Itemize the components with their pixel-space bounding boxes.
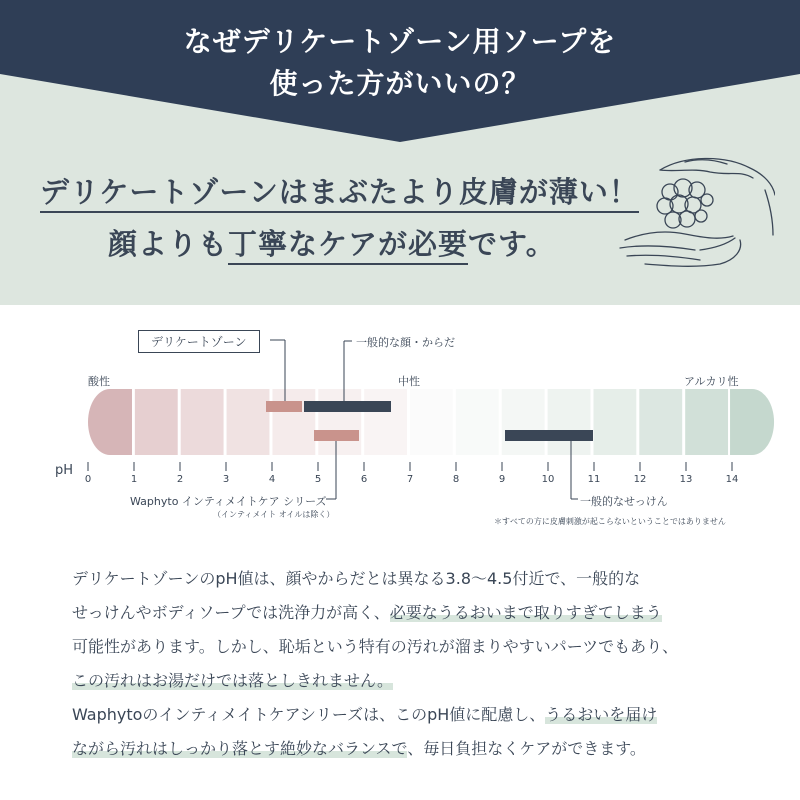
waphyto-note: （インティメイト オイルは除く） bbox=[213, 510, 335, 519]
ph-segment bbox=[502, 389, 545, 455]
ph-tick-label: 10 bbox=[541, 474, 555, 485]
ph-segment bbox=[135, 389, 178, 455]
ph-segment bbox=[548, 389, 591, 455]
ph-segment bbox=[410, 389, 453, 455]
ph-segment bbox=[730, 389, 774, 455]
ph-tick-label: 6 bbox=[360, 474, 368, 485]
body-highlight-2: 必要なうるおいまで取りすぎてしまう bbox=[389, 603, 662, 622]
ph-tick-label: 14 bbox=[725, 474, 739, 485]
catch-line2 bbox=[108, 222, 556, 263]
ph-segment bbox=[364, 389, 407, 455]
ph-tick-label: 7 bbox=[406, 474, 414, 485]
waphyto-bar bbox=[314, 430, 359, 441]
waphyto-label: Waphyto インティメイトケア シリーズ bbox=[130, 495, 327, 508]
delicate-zone-bar bbox=[266, 401, 302, 412]
ph-tick-label: 13 bbox=[679, 474, 693, 485]
ph-segment bbox=[318, 389, 361, 455]
ph-tick-label: 9 bbox=[498, 474, 506, 485]
neutral-label: 中性 bbox=[398, 375, 420, 388]
catch-line1 bbox=[40, 170, 639, 211]
body-text-1: デリケートゾーンのpH値は、顔やからだとは異なる3.8〜4.5付近で、一般的な bbox=[72, 569, 641, 588]
catch-line2-pre: 顔よりも bbox=[108, 227, 229, 261]
soap-label: 一般的なせっけん bbox=[580, 495, 668, 508]
ph-scale-chart bbox=[0, 305, 800, 545]
ph-segment bbox=[639, 389, 682, 455]
body-text-2a: せっけんやボディソープでは洗浄力が高く、 bbox=[72, 603, 390, 622]
ph-tick-label: 4 bbox=[268, 474, 276, 485]
ph-tick-label: 1 bbox=[130, 474, 138, 485]
body-line-1 bbox=[72, 562, 762, 596]
ph-segment bbox=[593, 389, 636, 455]
body-line-2 bbox=[72, 596, 762, 630]
body-line-5 bbox=[72, 698, 762, 732]
ph-segment bbox=[456, 389, 499, 455]
soap-bar bbox=[505, 430, 593, 441]
ph-segment bbox=[88, 389, 132, 455]
explanation-text bbox=[72, 562, 762, 766]
ph-segment bbox=[685, 389, 728, 455]
body-highlight-5: うるおいを届け bbox=[545, 705, 658, 724]
catch-line2-underlined: 丁寧なケアが必要 bbox=[228, 227, 468, 265]
body-line-6 bbox=[72, 732, 762, 766]
body-highlight-6: ながら汚れはしっかり落とす絶妙なバランスで bbox=[72, 739, 408, 758]
ph-tick-label: 8 bbox=[452, 474, 460, 485]
ph-tick-label: 3 bbox=[222, 474, 230, 485]
page-title-line1: なぜデリケートゾーン用ソープを bbox=[183, 25, 617, 58]
ph-tick-label: 11 bbox=[587, 474, 601, 485]
ph-segment bbox=[272, 389, 315, 455]
acid-label: 酸性 bbox=[88, 375, 110, 388]
catch-line2-post: です。 bbox=[468, 227, 556, 261]
hero-section bbox=[0, 0, 800, 305]
page-title-line2: 使った方がいいの？ bbox=[269, 67, 531, 100]
ph-tick-label: 2 bbox=[176, 474, 184, 485]
body-line-3 bbox=[72, 630, 762, 664]
delicate-zone-label: デリケートゾーン bbox=[138, 330, 260, 353]
body-line-4 bbox=[72, 664, 762, 698]
body-text-3: 可能性があります。しかし、恥垢という特有の汚れが溜まりやすいパーツでもあり、 bbox=[72, 637, 679, 656]
footnote: ＊すべての方に皮膚刺激が起こらないということではありません bbox=[494, 517, 726, 526]
body-text-6b: 、毎日負担なくケアができます。 bbox=[407, 739, 646, 758]
hands-with-foam-icon bbox=[615, 150, 775, 280]
body-highlight-4: この汚れはお湯だけでは落としきれません。 bbox=[72, 671, 393, 690]
ph-axis-label: pH bbox=[55, 463, 74, 478]
ph-tick-label: 12 bbox=[633, 474, 647, 485]
ph-tick-label: 0 bbox=[84, 474, 92, 485]
face-body-label: 一般的な顔・からだ bbox=[356, 336, 455, 349]
alkaline-label: アルカリ性 bbox=[684, 375, 739, 388]
face-body-bar bbox=[304, 401, 391, 412]
ph-tick-label: 5 bbox=[314, 474, 322, 485]
ph-segment bbox=[227, 389, 270, 455]
body-text-5a: Waphytoのインティメイトケアシリーズは、このpH値に配慮し、 bbox=[72, 705, 546, 724]
catch-line1-text: デリケートゾーンはまぶたより皮膚が薄い！ bbox=[40, 175, 639, 213]
ph-segment bbox=[181, 389, 224, 455]
